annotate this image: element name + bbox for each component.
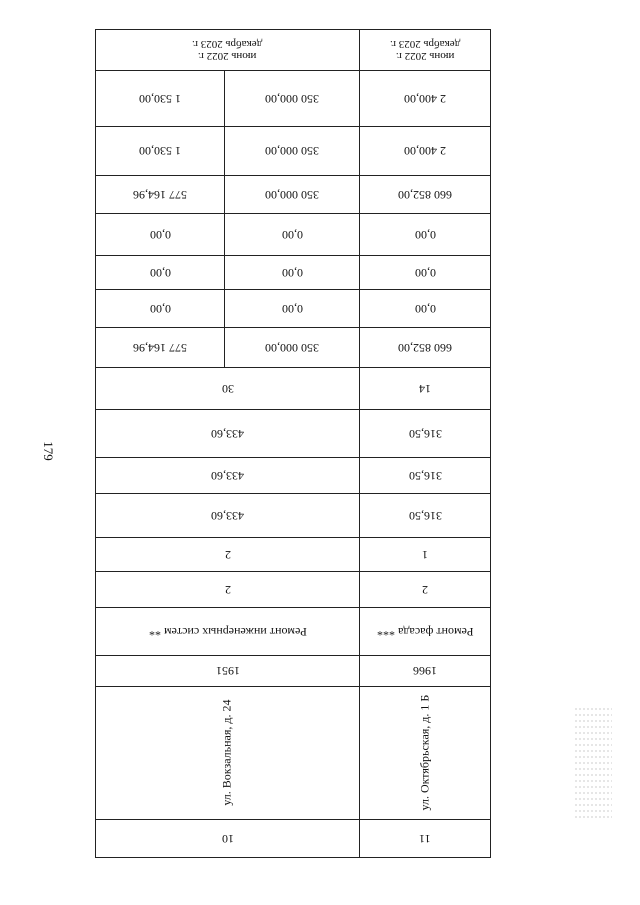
cell: 30 — [221, 382, 234, 397]
cell: 1 530,00 — [139, 92, 181, 107]
cell: 577 164,96 — [133, 188, 187, 203]
cell: 433,60 — [211, 509, 244, 524]
cell-period-a: июнь 2022 г. декабрь 2023 г. — [192, 38, 263, 63]
cell-address-a: ул. Вокзальная, д. 24 — [219, 699, 234, 807]
cell: Ремонт фасада *** — [376, 625, 474, 640]
cell: 350 000,00 — [265, 188, 319, 203]
stamp-mark — [574, 706, 612, 818]
cell: 660 852,00 — [398, 188, 452, 203]
cell: 0,00 — [281, 266, 303, 281]
cell-address-b: ул. Октябрьская, д. 1 Б — [417, 695, 432, 811]
cell: 0,00 — [414, 228, 436, 243]
cell: 350 000,00 — [265, 341, 319, 356]
cell: 2 — [422, 583, 428, 598]
cell: 577 164,96 — [133, 341, 187, 356]
cell: 1951 — [215, 664, 240, 679]
table-border — [490, 29, 491, 858]
cell: 0,00 — [149, 302, 171, 317]
cell: 0,00 — [149, 266, 171, 281]
cell: 0,00 — [281, 302, 303, 317]
cell: 1966 — [413, 664, 437, 679]
cell: 433,60 — [211, 469, 244, 484]
cell: 0,00 — [414, 266, 436, 281]
cell: 0,00 — [149, 228, 171, 243]
cell: 0,00 — [281, 228, 303, 243]
cell: 316,50 — [408, 427, 442, 442]
cell: 660 852,00 — [398, 341, 452, 356]
cell: Ремонт инженерных систем ** — [148, 625, 307, 640]
cell: 350 000,00 — [265, 92, 319, 107]
cell: 2 400,00 — [404, 144, 446, 159]
cell: 2 400,00 — [404, 92, 446, 107]
cell: 316,50 — [408, 469, 442, 484]
cell: 2 — [224, 583, 231, 598]
cell: 316,50 — [408, 509, 442, 524]
cell: 1 — [422, 548, 428, 563]
cell: 350 000,00 — [265, 144, 319, 159]
cell: 2 — [224, 548, 231, 563]
table-rule — [95, 857, 491, 858]
cell-period-b: июнь 2022 г. декабрь 2023 г. — [389, 38, 461, 63]
cell: 0,00 — [414, 302, 436, 317]
cell: 11 — [419, 832, 431, 847]
cell: 433,60 — [211, 427, 244, 442]
cell: 10 — [221, 832, 234, 847]
page-number: 179 — [41, 441, 56, 461]
cell: 14 — [419, 382, 431, 397]
cell: 1 530,00 — [139, 144, 181, 159]
